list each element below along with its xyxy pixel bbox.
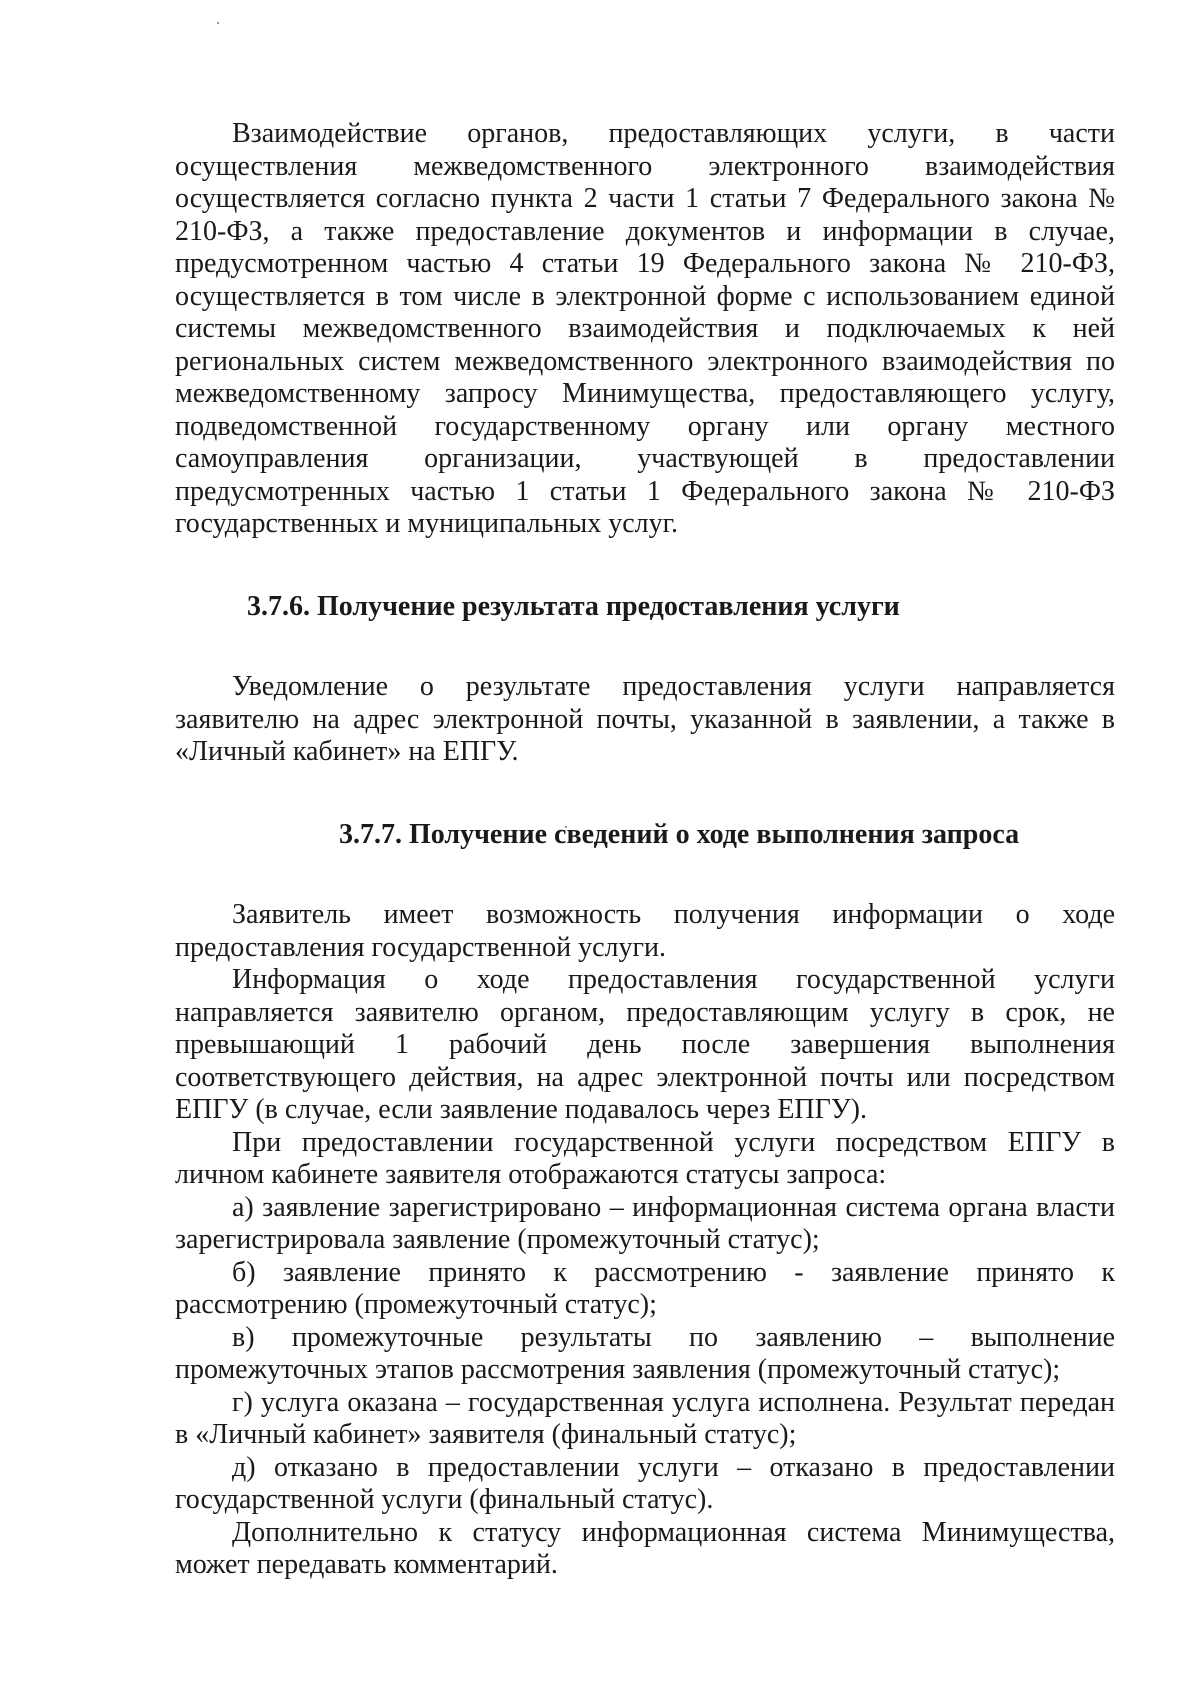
paragraph-notification: Уведомление о результате предоставления услуги направляется заявителю на адрес электронной почты, указанной в заявлении, а также в «Личный кабинет» на ЕПГУ. <box>175 671 1115 767</box>
status-item-a: а) заявление зарегистрировано – информационная система органа власти зарегистрировала заявление (промежуточный статус); <box>175 1191 1115 1255</box>
scan-speck <box>217 22 219 24</box>
paragraph-progress-info: Информация о ходе предоставления государственной услуги направляется заявителю органом, предоставляющим услугу в срок, не превышающий 1 рабочий день после завершения выполнения соответствующего действия, на адрес электронной почты или посредством ЕПГУ (в случае, если заявление подавалось через ЕПГУ). <box>175 964 1115 1125</box>
paragraph-applicant-info: Заявитель имеет возможность получения информации о ходе предоставления государственной услуги. <box>175 899 1115 963</box>
section-heading-3-7-7: 3.7.7. Получение сведений о ходе выполнения запроса <box>339 818 1020 850</box>
status-item-d: д) отказано в предоставлении услуги – отказано в предоставлении государственной услуги (финальный статус). <box>175 1451 1115 1515</box>
status-item-b: б) заявление принято к рассмотрению - заявление принято к рассмотрению (промежуточный статус); <box>175 1256 1115 1320</box>
paragraph-interaction: Взаимодействие органов, предоставляющих услуги, в части осуществления межведомственного электронного взаимодействия осуществляется согласно пункта 2 части 1 статьи 7 Федерального закона № 210-ФЗ, а также предоставление документов и информации в случае, предусмотренном частью 4 статьи 19 Федерального закона № 210-ФЗ, осуществляется в том числе в электронной форме с использованием единой системы межведомственного взаимодействия и подключаемых к ней региональных систем межведомственного электронного взаимодействия по межведомственному запросу Минимущества, предоставляющего услугу, подведомственной государственному органу или органу местного самоуправления организации, участвующей в предоставлении предусмотренных частью 1 статьи 1 Федерального закона № 210-ФЗ государственных и муниципальных услуг. <box>175 118 1115 539</box>
document-page <box>175 118 1115 1582</box>
paragraph-comment: Дополнительно к статусу информационная система Минимущества, может передавать комментарий. <box>175 1516 1115 1580</box>
status-item-g: г) услуга оказана – государственная услуга исполнена. Результат передан в «Личный кабинет» заявителя (финальный статус); <box>175 1386 1115 1450</box>
status-item-v: в) промежуточные результаты по заявлению – выполнение промежуточных этапов рассмотрения заявления (промежуточный статус); <box>175 1321 1115 1385</box>
section-heading-3-7-6: 3.7.6. Получение результата предоставления услуги <box>247 590 900 622</box>
paragraph-statuses-intro: При предоставлении государственной услуги посредством ЕПГУ в личном кабинете заявителя отображаются статусы запроса: <box>175 1126 1115 1190</box>
